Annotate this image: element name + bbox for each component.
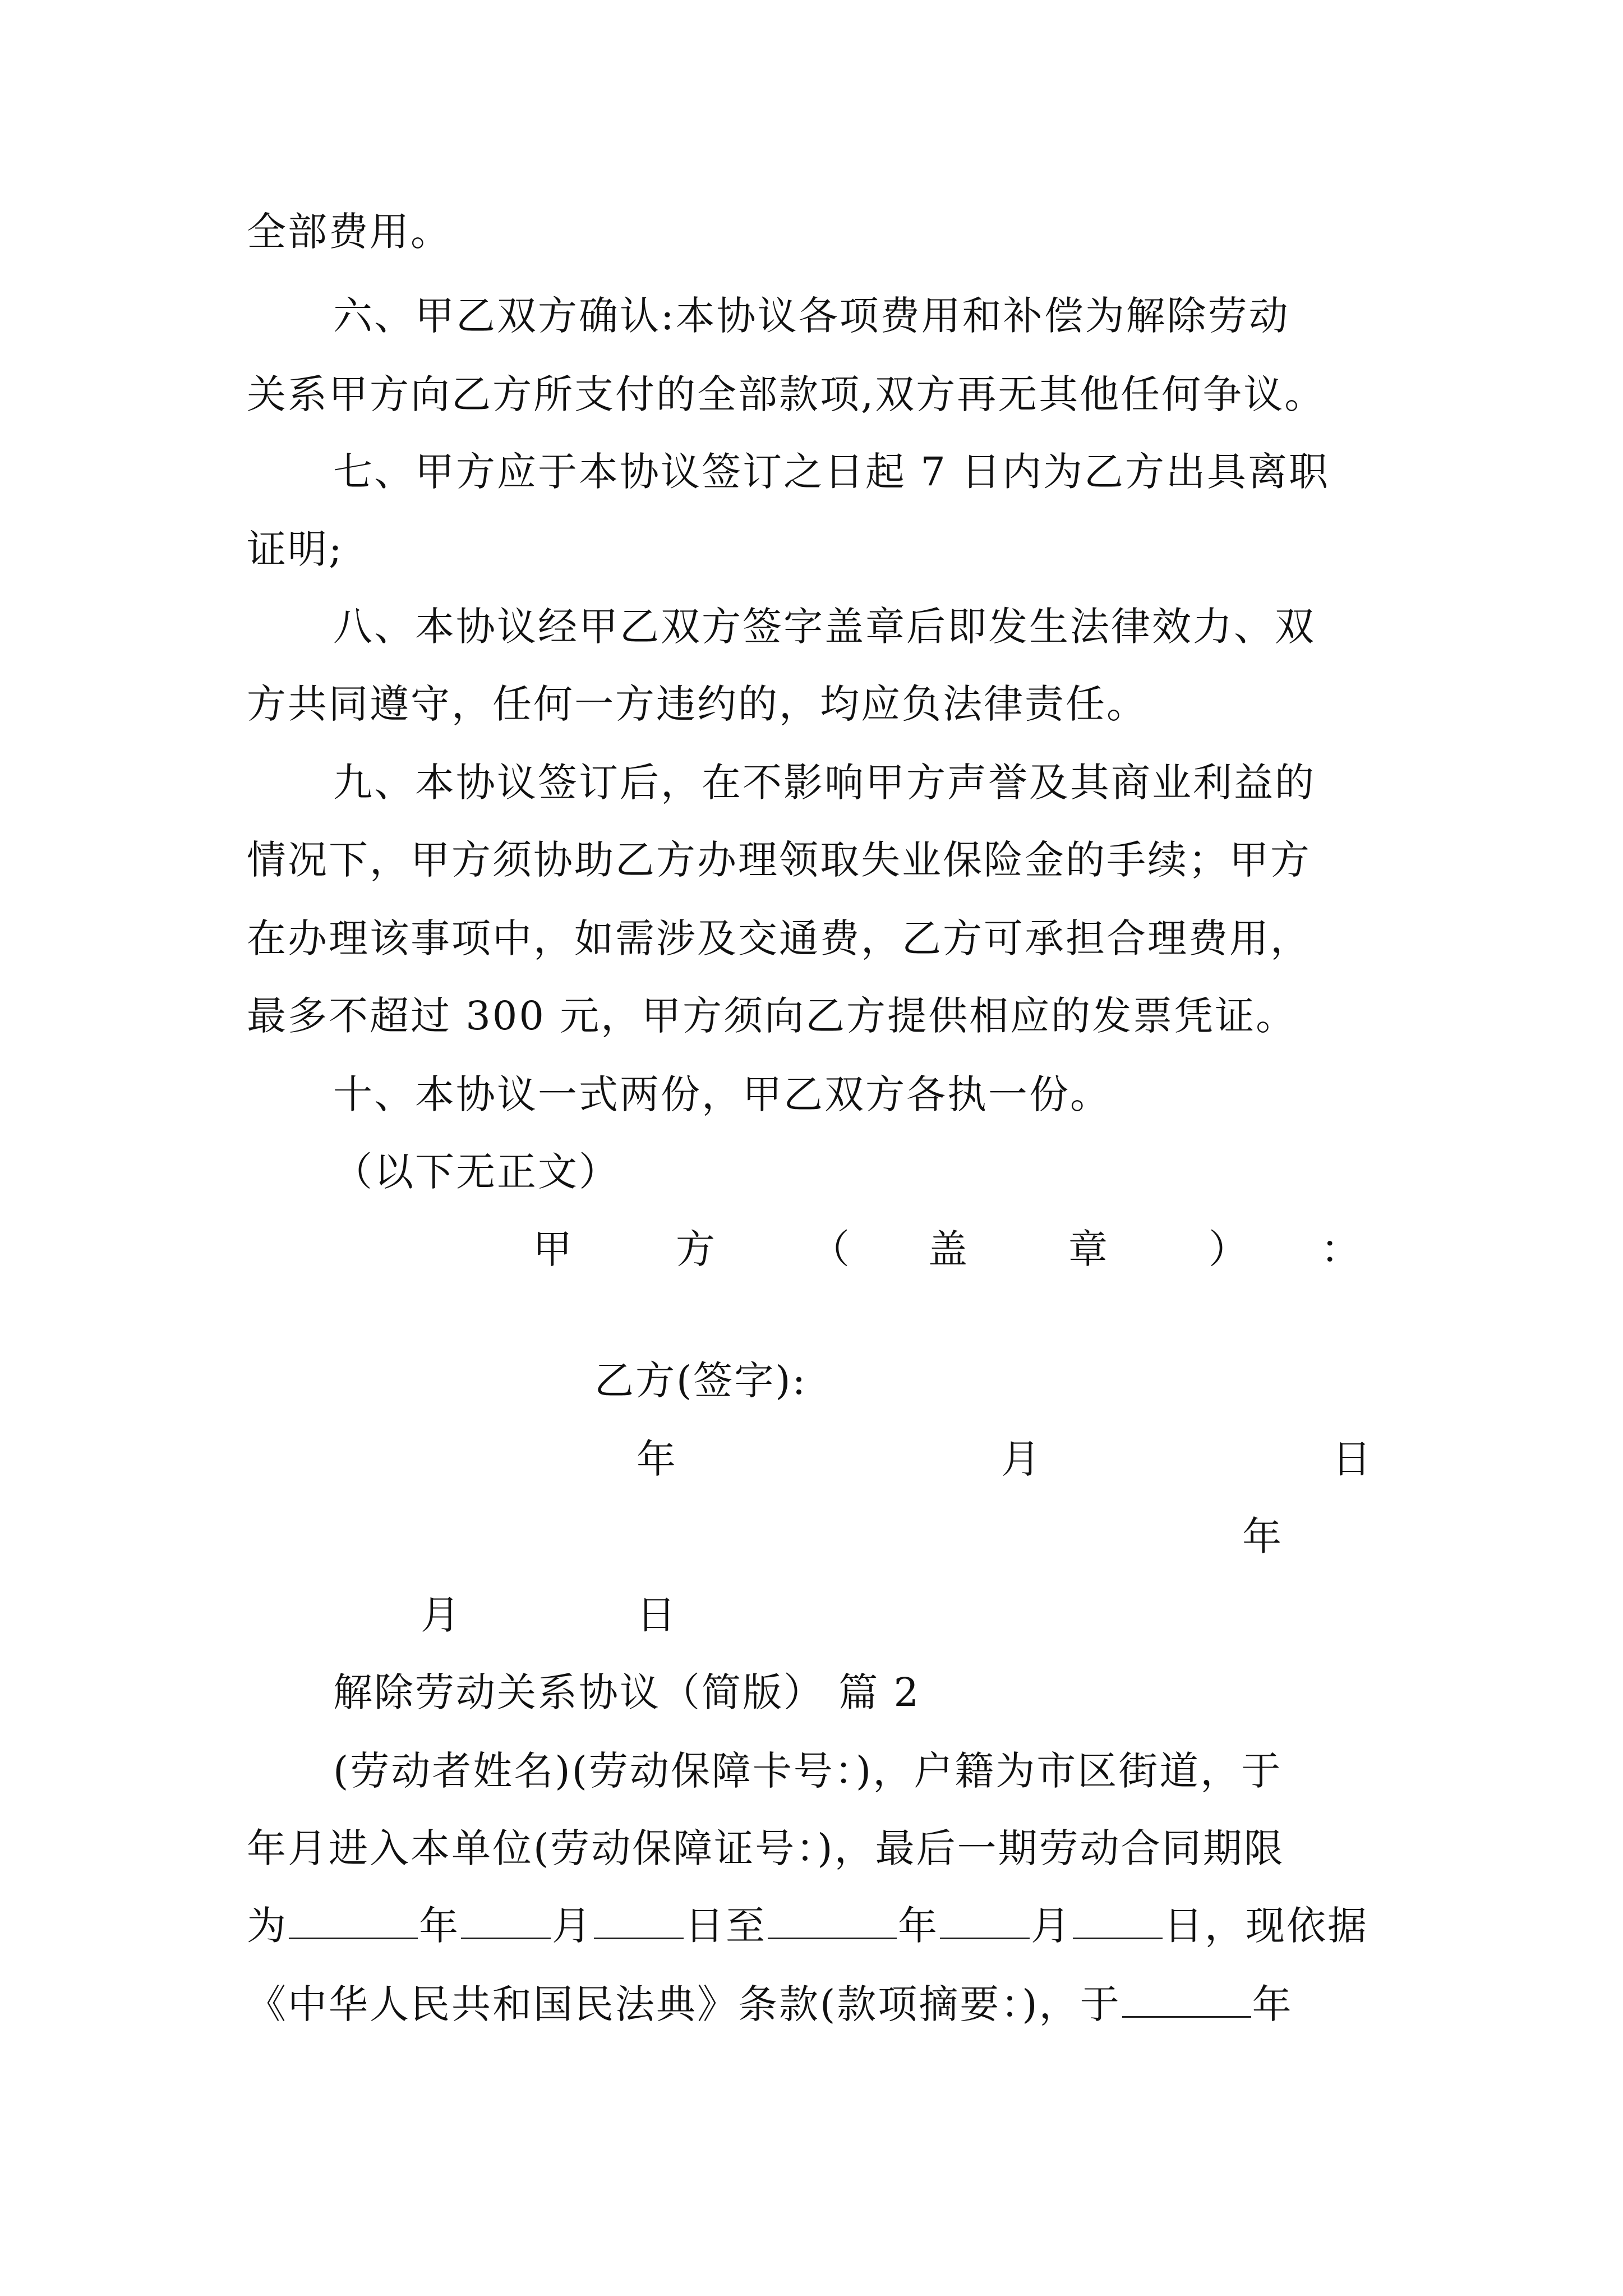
text-fragment: 《中华人民共和国民法典》条款(款项摘要：)，于: [247, 1981, 1121, 2027]
text-fragment: 年: [1252, 1981, 1293, 2027]
clause-9-line-3: 在办理该事项中，如需涉及交通费，乙方可承担合理费用，: [247, 915, 1311, 961]
clause-8-line-2: 方共同遵守，任何一方违约的，均应负法律责任。: [247, 681, 1147, 727]
clause-9-line-1: 九、本协议签订后，在不影响甲方声誉及其商业利益的: [333, 760, 1316, 806]
date-day-label: 日: [637, 1592, 676, 1638]
party-b-signature-line: 乙方(签字):: [594, 1358, 808, 1404]
clause-6-line-2: 关系甲方向乙方所支付的全部款项,双方再无其他任何争议。: [247, 371, 1326, 417]
date-day-label: 日: [1332, 1436, 1371, 1482]
text-fragment: 年: [419, 1903, 460, 1949]
section-2-line-1: (劳动者姓名)(劳动保障卡号：)，户籍为市区街道，于: [333, 1748, 1283, 1794]
party-a-char: ：: [1321, 1226, 1360, 1272]
clause-7-line-1: 七、甲方应于本协议签订之日起 7 日内为乙方出具离职: [333, 449, 1330, 495]
text-fragment: 日至: [685, 1903, 767, 1949]
date-month-label: 月: [421, 1592, 460, 1638]
fill-blank[interactable]: [1073, 1903, 1163, 1939]
text-fragment: 月: [552, 1903, 593, 1949]
clause-9-line-2: 情况下，甲方须协助乙方办理领取失业保险金的手续；甲方: [247, 837, 1311, 883]
clause-8-line-1: 八、本协议经甲乙双方签字盖章后即发生法律效力、双: [333, 604, 1316, 650]
party-a-char: 盖: [928, 1226, 967, 1272]
no-more-text-note: （以下无正文）: [333, 1149, 620, 1195]
clause-10-line: 十、本协议一式两份，甲乙双方各执一份。: [333, 1071, 1111, 1117]
party-a-char: 甲: [533, 1226, 572, 1272]
party-a-char: （: [810, 1226, 850, 1272]
text-fragment: 年: [898, 1903, 939, 1949]
section-2-line-4: [247, 1979, 1293, 2030]
date-year-label: 年: [637, 1436, 676, 1482]
text-fragment: 为: [247, 1903, 288, 1949]
party-a-char: 章: [1068, 1226, 1108, 1272]
date-year-label: 年: [1242, 1513, 1281, 1559]
fill-blank[interactable]: [289, 1903, 418, 1939]
text-fragment: 日，现依据: [1164, 1903, 1368, 1949]
text-fragment: 月: [1031, 1903, 1072, 1949]
party-a-char: 方: [676, 1226, 715, 1272]
section-heading: 解除劳动关系协议（简版） 篇 2: [333, 1669, 921, 1715]
date-month-label: 月: [1001, 1436, 1040, 1482]
text-line: 全部费用。: [247, 209, 451, 255]
fill-blank[interactable]: [461, 1903, 551, 1939]
fill-blank[interactable]: [768, 1903, 897, 1939]
fill-blank[interactable]: [940, 1903, 1030, 1939]
fill-blank[interactable]: [1122, 1981, 1251, 2018]
party-a-char: ）: [1209, 1226, 1248, 1272]
section-2-line-2: 年月进入本单位(劳动保障证号：)，最后一期劳动合同期限: [247, 1825, 1285, 1871]
section-2-line-3: [247, 1901, 1368, 1951]
clause-6-line-1: 六、甲乙双方确认:本协议各项费用和补偿为解除劳动: [333, 293, 1290, 339]
fill-blank[interactable]: [594, 1903, 684, 1939]
clause-7-line-2: 证明;: [247, 526, 344, 572]
clause-9-line-4: 最多不超过 300 元，甲方须向乙方提供相应的发票凭证。: [247, 993, 1297, 1039]
